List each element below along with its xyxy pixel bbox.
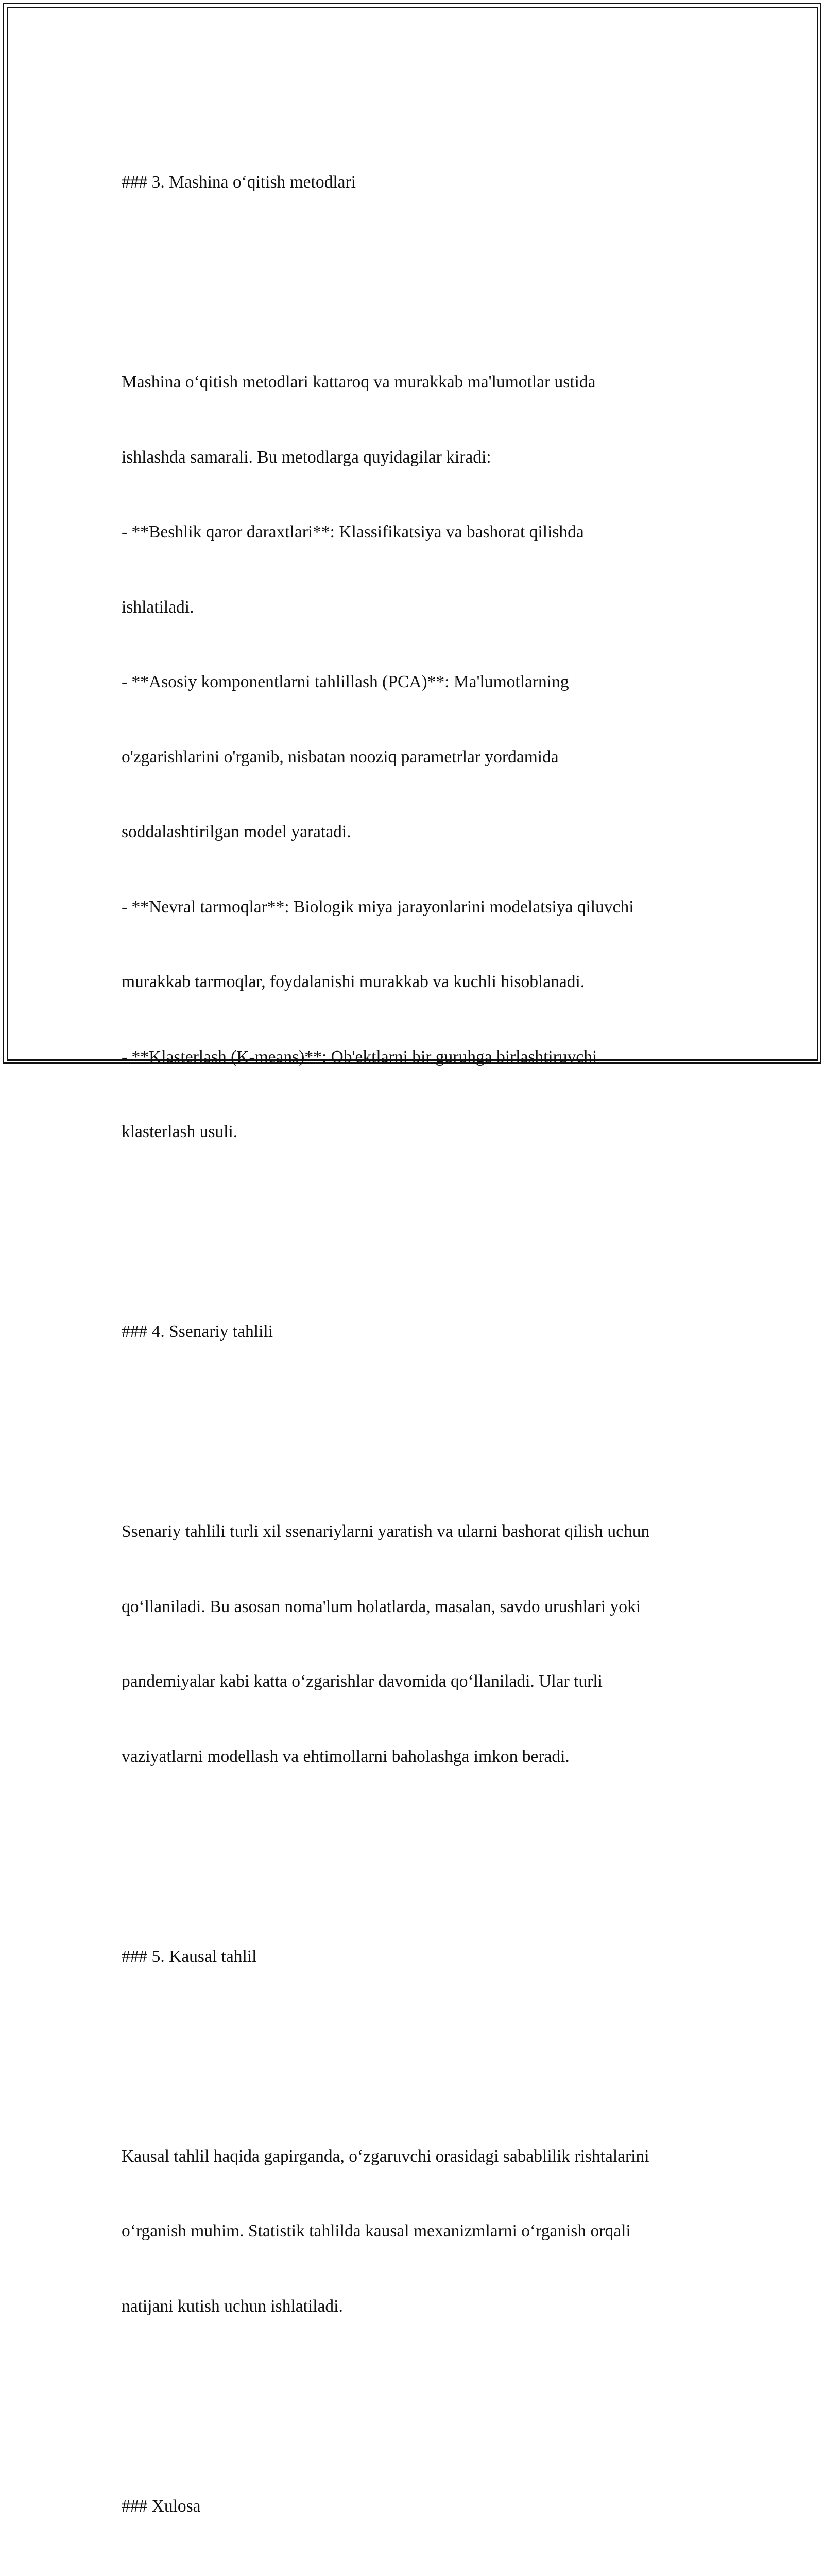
text-line: murakkab tarmoqlar, foydalanishi murakkab va kuchli hisoblanadi. — [122, 972, 585, 991]
text-line: o'zgarishlarini o'rganib, nisbatan nooziq parametrlar yordamida — [122, 747, 559, 767]
section-5-heading: ### 5. Kausal tahlil — [122, 1946, 257, 1966]
text-line: Mashina o‘qitish metodlari kattaroq va murakkab ma'lumotlar ustida — [122, 372, 596, 392]
blank-line — [122, 2419, 709, 2444]
section-3-paragraph — [122, 320, 709, 1195]
text-line: klasterlash usuli. — [122, 1122, 238, 1141]
list-item-text: - **Asosiy komponentlarni tahlillash (PCA)**: Ma'lumotlarning — [122, 672, 569, 691]
section-4-heading: ### 4. Ssenariy tahlili — [122, 1322, 273, 1341]
blank-line — [122, 245, 709, 270]
text-line: natijani kutish uchun ishlatiladi. — [122, 2296, 343, 2316]
section-5-paragraph — [122, 2094, 709, 2369]
text-line: vaziyatlarni modellash va ehtimollarni baholashga imkon beradi. — [122, 1747, 570, 1766]
section-3-heading: ### 3. Mashina o‘qitish metodlari — [122, 173, 356, 192]
text-line: ishlashda samarali. Bu metodlarga quyidagilar kiradi: — [122, 447, 491, 467]
text-line: pandemiyalar kabi katta o‘zgarishlar davomida qo‘llaniladi. Ular turli — [122, 1672, 603, 1691]
section-4-paragraph — [122, 1469, 709, 1819]
text-line: o‘rganish muhim. Statistik tahlilda kausal mexanizmlarni o‘rganish orqali — [122, 2222, 631, 2241]
list-item-text: - **Klasterlash (K-means)**: Ob'ektlarni bir guruhga birlashtiruvchi — [122, 1047, 597, 1066]
text-line: ishlatiladi. — [122, 597, 194, 617]
blank-line — [122, 1245, 709, 1270]
document-body — [122, 120, 709, 2576]
text-line: soddalashtirilgan model yaratadi. — [122, 822, 351, 841]
list-item-text: - **Beshlik qaror daraxtlari**: Klassifikatsiya va bashorat qilishda — [122, 522, 584, 541]
blank-line — [122, 1395, 709, 1420]
list-item-text: - **Nevral tarmoqlar**: Biologik miya jarayonlarini modelatsiya qiluvchi — [122, 897, 634, 917]
conclusion-heading: ### Xulosa — [122, 2496, 201, 2516]
blank-line — [122, 1869, 709, 1894]
blank-line — [122, 2019, 709, 2044]
text-line: Ssenariy tahlili turli xil ssenariylarni yaratish va ularni bashorat qilish uchun — [122, 1522, 650, 1541]
blank-line — [122, 2569, 709, 2576]
text-line: qo‘llaniladi. Bu asosan noma'lum holatlarda, masalan, savdo urushlari yoki — [122, 1597, 641, 1616]
text-line: Kausal tahlil haqida gapirganda, o‘zgaruvchi orasidagi sabablilik rishtalarini — [122, 2146, 649, 2166]
